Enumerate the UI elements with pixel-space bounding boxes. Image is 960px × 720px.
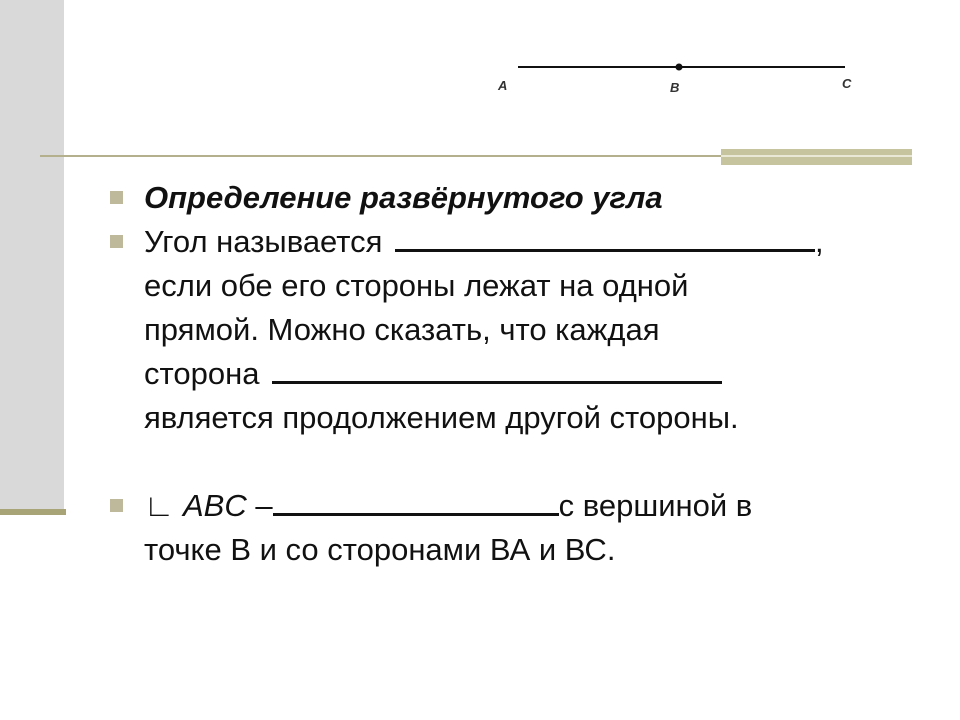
point-b	[676, 64, 683, 71]
definition-text-1: Угол называется	[144, 224, 383, 259]
bullet-marker	[110, 499, 123, 512]
label-b: B	[670, 80, 680, 95]
notation-line-2: точке В и со сторонами ВА и ВС.	[144, 532, 616, 567]
definition-comma: ,	[815, 224, 824, 259]
bullet-marker	[110, 191, 123, 204]
definition-text-3: прямой. Можно сказать, что каждая	[144, 312, 660, 347]
angle-name: ABC	[182, 488, 247, 523]
sidebar-panel	[0, 0, 64, 510]
definition-text-2: если обе его стороны лежат на одной	[144, 268, 689, 303]
bullet-notation	[110, 484, 910, 572]
angle-symbol: ∟	[144, 488, 175, 523]
answer-blank-3	[273, 486, 559, 516]
title-divider-stripe	[721, 155, 912, 157]
definition-text-5: является продолжением другой стороны.	[144, 400, 739, 435]
bullet-marker	[110, 235, 123, 248]
bullet-definition	[110, 220, 910, 440]
slide-content	[110, 176, 910, 572]
notation-suffix: с вершиной в	[558, 488, 753, 523]
answer-blank-2	[272, 354, 722, 384]
answer-blank-1	[395, 222, 815, 252]
title-divider-block	[721, 149, 912, 165]
line-diagram-svg	[480, 50, 880, 110]
sidebar-accent	[0, 509, 66, 515]
straight-angle-diagram	[480, 50, 880, 110]
notation-dash: –	[255, 488, 273, 523]
bullet-heading	[110, 176, 910, 220]
label-a: A	[498, 78, 508, 93]
label-c: C	[842, 76, 852, 91]
definition-heading: Определение развёрнутого угла	[144, 180, 663, 215]
definition-text-4: сторона	[144, 356, 260, 391]
